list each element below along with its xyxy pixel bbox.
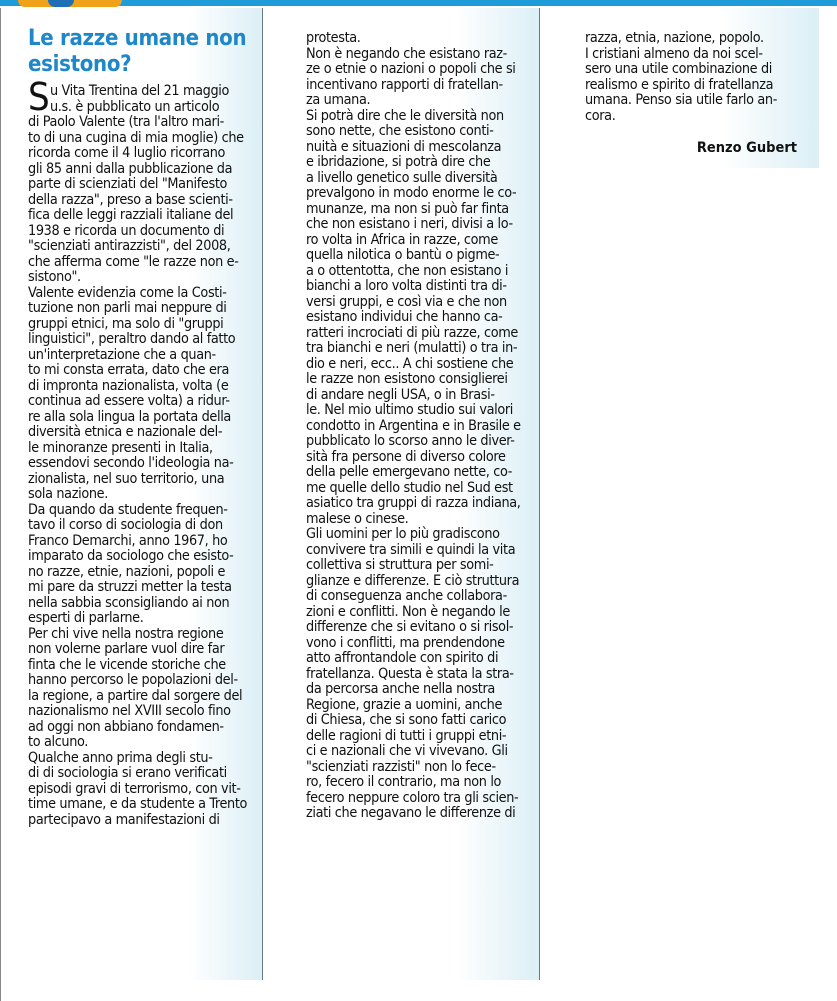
text-line: sono nette, che esistono conti-: [306, 123, 494, 139]
text-line: asiatico tra gruppi di razza indiana,: [306, 495, 521, 511]
text-line: protesta.: [306, 30, 361, 46]
masthead-band: [0, 0, 837, 6]
text-line: prevalgono in modo enorme le co-: [306, 185, 517, 201]
text-line: essendovi secondo l'ideologia na-: [28, 455, 234, 471]
text-line: di impronta nazionalista, volta (e: [28, 377, 229, 394]
text-line: za umana.: [306, 92, 371, 108]
text-line: di conseguenza anche collabora-: [306, 588, 507, 604]
text-line: della razza", preso a base scienti-: [28, 191, 233, 208]
text-line: ziati che negavano le differenze di: [306, 805, 516, 821]
text-line: u Vita Trentina del 21 maggio: [50, 83, 230, 99]
text-line: ratteri incrociati di più razze, come: [306, 324, 518, 341]
text-line: di Paolo Valente (tra l'altro mari-: [28, 114, 224, 130]
text-line: linguistici", peraltro dando al fatto: [28, 331, 236, 347]
text-line: time umane, e da studente a Trento: [28, 796, 248, 812]
text-line: Non è negando che esistano raz-: [306, 45, 507, 62]
text-line: Si potrà dire che le diversità non: [306, 107, 504, 124]
text-line: realismo e spirito di fratellanza: [585, 76, 774, 93]
text-line: razza, etnia, nazione, popolo.: [585, 30, 764, 46]
text-line: diversità etnica e nazionale del-: [28, 424, 223, 440]
text-line: fica delle leggi razziali italiane del: [28, 207, 234, 223]
article-title: [28, 26, 258, 78]
text-line: a livello genetico sulle diversità: [306, 169, 498, 186]
text-line: un'interpretazione che a quan-: [28, 346, 216, 363]
text-line: sero una utile combinazione di: [585, 61, 772, 77]
text-line: collettiva si struttura per somi-: [306, 557, 494, 573]
text-line: che non esistano i neri, divisi a lo-: [306, 216, 513, 232]
text-line: nazionalismo nel XVIII secolo fino: [28, 703, 231, 719]
text-line: Franco Demarchi, anno 1967, ho: [28, 532, 228, 549]
text-line: pubblicato lo scorso anno le diver-: [306, 433, 515, 449]
text-line: di Chiesa, che si sono fatti carico: [306, 712, 507, 728]
text-line: u.s. è pubblicato un articolo: [50, 98, 220, 115]
text-line: "scienziati antirazzisti", del 2008,: [28, 238, 231, 254]
text-line: partecipavo a manifestazioni di: [28, 811, 220, 828]
text-line: umana. Penso sia utile farlo an-: [585, 92, 778, 108]
text-line: differenze che si evitano o si risol-: [306, 619, 514, 635]
text-line: to di una cugina di mia moglie) che: [28, 129, 244, 146]
text-line: to mi consta errata, dato che era: [28, 362, 229, 378]
text-line: Da quando da studente frequen-: [28, 501, 228, 518]
text-line: da percorsa anche nella nostra: [306, 681, 495, 697]
text-line: fecero neppure coloro tra gli scien-: [306, 789, 519, 806]
title-line: Le razze umane non: [28, 26, 247, 51]
text-line: vono i conflitti, ma prendendone: [306, 634, 505, 651]
text-line: esperti di parlarne.: [28, 610, 144, 626]
text-line: imparato da sociologo che esisto-: [28, 548, 234, 564]
text-line: ad oggi non abbiano fondamen-: [28, 718, 224, 735]
author-signature: Renzo Gubert: [696, 140, 797, 156]
text-line: condotto in Argentina e in Brasile e: [306, 417, 521, 434]
text-line: di di sociologia si erano verificati: [28, 765, 227, 781]
text-line: che afferma come "le razze non e-: [28, 253, 239, 270]
text-line: convivere tra simili e quindi la vita: [306, 541, 516, 558]
article-body-col3: [585, 31, 817, 124]
text-line: gruppi etnici, ma solo di "gruppi: [28, 315, 224, 332]
text-line: ro volta in Africa in razze, come: [306, 231, 498, 248]
text-line: I cristiani almeno da noi scel-: [585, 45, 763, 62]
text-line: tra bianchi e neri (mulatti) o tra in-: [306, 340, 518, 356]
text-line: no razze, etnie, nazioni, popoli e: [28, 563, 226, 580]
text-line: Per chi vive nella nostra regione: [28, 625, 224, 642]
article-body-col2: [306, 31, 536, 822]
text-line: sola nazione.: [28, 486, 108, 502]
text-line: di andare negli USA, o in Brasi-: [306, 386, 495, 403]
text-line: gli 85 anni dalla pubblicazione da: [28, 160, 233, 177]
page-edge-rule: [0, 8, 1, 1001]
text-line: sità fra persone di diverso colore: [306, 448, 506, 465]
text-line: re alla sola lingua la portata della: [28, 408, 231, 425]
text-line: malese o cinese.: [306, 510, 409, 527]
text-line: hanno percorso le popolazioni del-: [28, 672, 238, 688]
text-line: Qualche anno prima degli stu-: [28, 749, 213, 766]
newspaper-logo-fragment: [18, 0, 122, 7]
text-line: "scienziati razzisti" non lo fece-: [306, 758, 496, 775]
text-line: Regione, grazie a uomini, anche: [306, 696, 503, 713]
text-line: fratellanza. Questa è stata la stra-: [306, 665, 514, 682]
text-line: e ibridazione, si potrà dire che: [306, 154, 491, 170]
text-line: zioni e conflitti. Non è negando le: [306, 603, 510, 620]
text-line: le. Nel mio ultimo studio sui valori: [306, 402, 514, 418]
text-line: sistono".: [28, 269, 81, 285]
text-line: versi gruppi, e così via e che non: [306, 293, 507, 310]
text-line: to alcuno.: [28, 734, 89, 750]
text-line: dio e neri, ecc.. A chi sostiene che: [306, 355, 514, 372]
text-line: episodi gravi di terrorismo, con vit-: [28, 780, 241, 797]
text-line: nella sabbia sconsigliando ai non: [28, 594, 230, 611]
text-line: incentivano rapporti di fratellan-: [306, 76, 503, 93]
text-line: parte di scienziati del "Manifesto: [28, 176, 228, 192]
text-line: la regione, a partire dal sorgere del: [28, 687, 243, 704]
text-line: cora.: [585, 107, 616, 124]
text-line: le minoranze presenti in Italia,: [28, 439, 213, 456]
text-line: zionalista, nel suo territorio, una: [28, 470, 225, 487]
text-line: tavo il corso di sociologia di don: [28, 517, 223, 533]
text-line: munanze, ma non si può far finta: [306, 200, 509, 217]
text-line: esistano individui che hanno ca-: [306, 309, 503, 325]
text-line: ro, fecero il contrario, ma non lo: [306, 774, 502, 790]
text-line: Valente evidenzia come la Costi-: [28, 284, 227, 301]
text-line: ci e nazionali che vi vivevano. Gli: [306, 743, 508, 759]
text-line: atto affrontandole con spirito di: [306, 650, 499, 666]
text-line: mi pare da struzzi metter la testa: [28, 579, 232, 595]
drop-cap: S: [28, 75, 50, 119]
text-line: Gli uomini per lo più gradiscono: [306, 526, 500, 542]
text-line: 1938 e ricorda un documento di: [28, 222, 225, 239]
text-line: continua ad essere volta) a ridur-: [28, 393, 230, 409]
text-line: della pelle emergevano nette, co-: [306, 464, 513, 480]
text-line: delle ragioni di tutti i gruppi etni-: [306, 727, 507, 744]
text-line: non volerne parlare vuol dire far: [28, 641, 225, 657]
article-body-col1: [28, 84, 260, 828]
text-line: le razze non esistono consiglierei: [306, 371, 508, 387]
text-line: finta che le vicende storiche che: [28, 656, 226, 673]
title-line: esistono?: [28, 52, 132, 77]
text-line: a o ottentotta, che non esistano i: [306, 262, 509, 279]
text-line: ricorda come il 4 luglio ricorrano: [28, 145, 226, 161]
text-line: nuità e situazioni di mescolanza: [306, 138, 502, 155]
text-line: tuzione non parli mai neppure di: [28, 300, 227, 316]
text-line: me quelle dello studio nel Sud est: [306, 479, 513, 496]
text-line: quella nilotica o bantù o pigme-: [306, 247, 500, 263]
text-line: ze o etnie o nazioni o popoli che si: [306, 61, 516, 77]
text-line: glianze e differenze. E ciò struttura: [306, 572, 520, 589]
text-line: bianchi a loro volta distinti tra di-: [306, 278, 507, 294]
